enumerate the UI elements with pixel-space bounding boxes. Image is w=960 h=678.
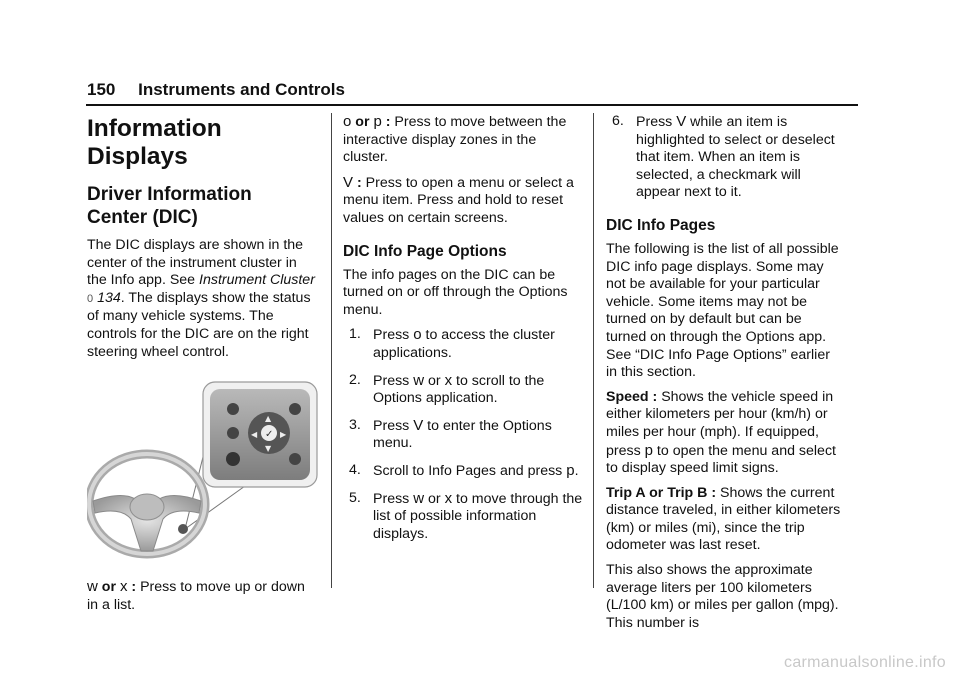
- down-arrow-icon: x: [119, 578, 128, 596]
- step-text: Press: [373, 327, 414, 344]
- step-item: [349, 372, 583, 408]
- trip-description: [606, 485, 842, 555]
- subsection-title: [87, 183, 319, 229]
- right-arrow-icon: p: [566, 461, 575, 479]
- leftright-description: [343, 113, 583, 167]
- step-text: to enter the Options menu.: [373, 417, 552, 452]
- down-arrow-icon: x: [444, 371, 453, 389]
- select-description: [343, 174, 583, 228]
- step-number: 3.: [349, 416, 361, 433]
- info-pages-intro: The following is the list of all possible DIC info page displays. Some may not be available for your particular vehicle. Some items may not be turned on by default but can be turned on through the Options app. See “DIC Info Page Options” earlier in this section.: [606, 240, 839, 381]
- step-item: [612, 113, 842, 202]
- column-2: [343, 113, 583, 552]
- leftright-text: Press to move between the interactive display zones in the cluster.: [343, 114, 567, 166]
- left-arrow-icon: o: [413, 326, 422, 344]
- svg-text:▼: ▼: [265, 444, 272, 454]
- options-steps: [343, 326, 583, 543]
- step-text: to move through the list of possible information displays.: [373, 490, 583, 542]
- right-arrow-icon: p: [644, 441, 653, 459]
- step-number: 1.: [349, 326, 361, 343]
- subsection-title-line2: Center (DIC): [87, 207, 198, 228]
- down-arrow-icon: x: [444, 489, 453, 507]
- step-item: [349, 490, 583, 544]
- up-arrow-icon: w: [413, 371, 425, 389]
- step-text: Scroll to Info Pages and press: [373, 462, 567, 479]
- trip-description-2: This also shows the approximate average liters per 100 kilometers (L/100 km) or miles per gallon (mpg). This number is: [606, 562, 839, 631]
- steering-wheel-illustration: [87, 379, 319, 564]
- checkmark-icon: V: [343, 173, 354, 191]
- colon: :: [385, 114, 391, 130]
- trip-text: Shows the current distance traveled, in either kilometers (km) or miles (mi), since the trip odometer was last reset.: [606, 484, 841, 554]
- step-number: 4.: [349, 461, 361, 478]
- section-title: Instruments and Controls: [138, 80, 345, 99]
- header-rule: [86, 104, 858, 106]
- speed-label: Speed :: [606, 388, 658, 405]
- svg-text:▲: ▲: [265, 414, 272, 424]
- column-1: [87, 113, 319, 621]
- step-item: [349, 462, 583, 481]
- options-heading: DIC Info Page Options: [343, 242, 507, 260]
- intro-text-a: The DIC displays are shown in the center of the instrument cluster in the Info app. See: [87, 237, 304, 289]
- options-intro: The info pages on the DIC can be turned on or off through the Options menu.: [343, 266, 568, 318]
- column-divider-2: [593, 113, 594, 588]
- step-text: Press: [636, 114, 677, 130]
- steering-wheel-svg: [87, 379, 319, 564]
- up-arrow-icon: w: [87, 578, 98, 596]
- step-text: Press: [373, 490, 414, 507]
- step-text: while an item is highlighted to select or deselect that item. When an item is selected, a checkmark will appear next to it.: [636, 114, 835, 201]
- column-3: [606, 113, 842, 639]
- checkmark-icon: V: [413, 416, 424, 434]
- step-text: Press: [373, 372, 414, 389]
- watermark: carmanualsonline.info: [784, 654, 946, 671]
- step-text: or: [424, 372, 445, 389]
- updown-text: Press to move up or down in a list.: [87, 579, 305, 613]
- svg-text:✓: ✓: [265, 429, 274, 441]
- svg-text:▶: ▶: [280, 430, 287, 440]
- column-divider-1: [331, 113, 332, 588]
- dic-intro-paragraph: [87, 237, 319, 361]
- intro-text-b: . The displays show the status of many vehicle systems. The controls for the DIC are on the right steering wheel control.: [87, 289, 311, 360]
- step-text: or: [424, 490, 445, 507]
- or-label: or: [101, 579, 116, 596]
- page-ref-number[interactable]: 134: [97, 289, 121, 306]
- colon: :: [356, 174, 362, 191]
- step-number: 6.: [612, 113, 624, 129]
- page-header: [87, 80, 345, 100]
- step-text: to access the cluster applications.: [373, 327, 555, 361]
- speed-text: Shows the vehicle speed in either kilometers per hour (km/h) or miles per hour (mph). If equipped, press: [606, 388, 834, 459]
- page-title: Information Displays: [87, 115, 222, 170]
- info-pages-heading: DIC Info Pages: [606, 216, 716, 234]
- colon: :: [131, 579, 137, 596]
- page-number: 150: [87, 80, 116, 99]
- speed-text: to open the menu and select to display speed limit signs.: [606, 442, 836, 477]
- options-steps-continued: [606, 113, 842, 202]
- step-text: Press: [373, 417, 414, 434]
- subsection-title-line1: Driver Information: [87, 184, 252, 205]
- page-ref-icon: 0: [87, 292, 94, 305]
- right-arrow-icon: p: [373, 113, 382, 130]
- step-text: to scroll to the Options application.: [373, 372, 545, 407]
- or-label: or: [355, 114, 370, 130]
- updown-description: [87, 578, 319, 614]
- svg-text:◀: ◀: [251, 430, 258, 440]
- instrument-cluster-link[interactable]: Instrument Cluster: [199, 272, 315, 289]
- step-text: .: [574, 462, 579, 479]
- step-item: [349, 326, 583, 362]
- trip-label: Trip A or Trip B :: [606, 484, 717, 501]
- speed-description: [606, 389, 842, 478]
- step-number: 2.: [349, 371, 361, 388]
- up-arrow-icon: w: [413, 489, 425, 507]
- left-arrow-icon: o: [343, 113, 352, 130]
- checkmark-icon: V: [676, 113, 687, 130]
- select-text: Press to open a menu or select a menu item. Press and hold to reset values on certain screens.: [343, 174, 574, 226]
- step-item: [349, 417, 583, 453]
- step-number: 5.: [349, 489, 361, 506]
